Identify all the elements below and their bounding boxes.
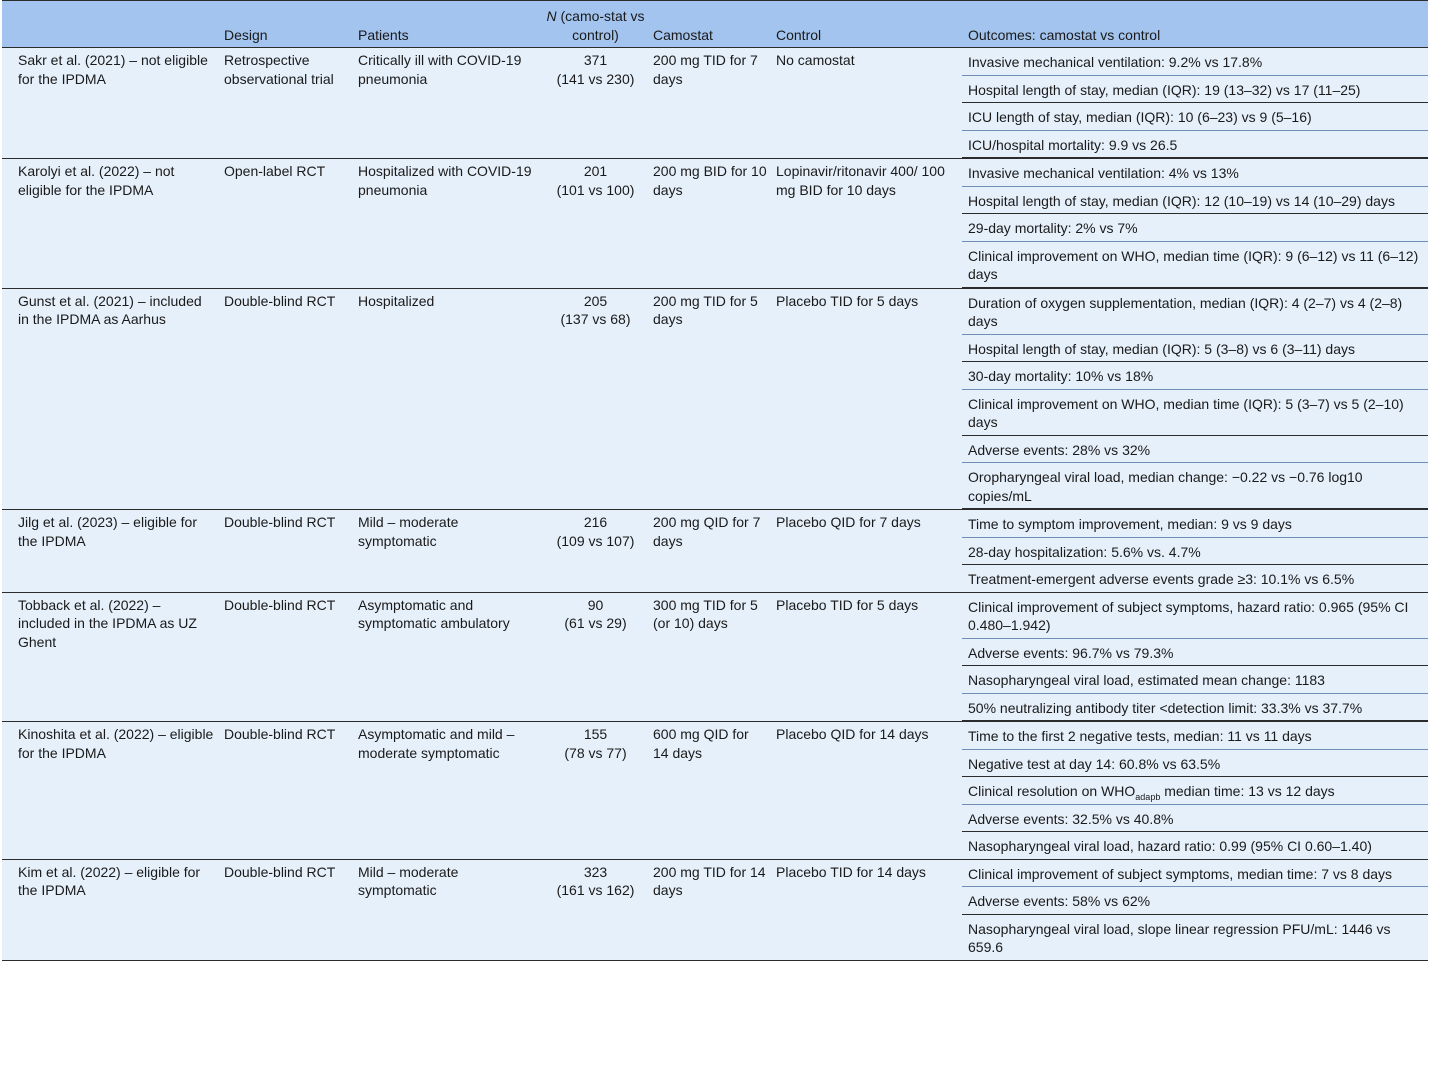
n-total: 205 <box>583 292 608 309</box>
outcome-text: Time to symptom improvement, median: 9 vs 9 days <box>968 516 1292 532</box>
patients-cell: Hospitalized with COVID-19 pneumonia <box>354 159 542 289</box>
header-outcomes: Outcomes: camostat vs control <box>962 1 1428 48</box>
outcome-item <box>962 187 1428 215</box>
outcome-text: Adverse events: 96.7% vs 79.3% <box>968 644 1174 661</box>
study-cell: Kim et al. (2022) – eligible for the IPDMA <box>2 859 220 960</box>
table-row <box>2 510 1428 593</box>
n-total: 371 <box>583 52 608 68</box>
outcome-text: Nasopharyngeal viral load, estimated mean change: 1183 <box>968 672 1325 688</box>
outcome-text: Nasopharyngeal viral load, hazard ratio: 0.99 (95% CI 0.60–1.40) <box>968 838 1372 854</box>
control-cell: No camostat <box>772 48 962 159</box>
outcome-item <box>962 289 1428 335</box>
n-split: (61 vs 29) <box>564 615 627 631</box>
design-cell: Retrospective observational trial <box>220 48 354 159</box>
outcome-item <box>962 463 1428 509</box>
outcome-text: Hospital length of stay, median (IQR): 12 (10–19) vs 14 (10–29) days <box>968 192 1395 209</box>
outcome-text: Oropharyngeal viral load, median change: −0.22 vs −0.76 log10 copies/mL <box>968 469 1363 504</box>
outcome-text: Hospital length of stay, median (IQR): 5 (3–8) vs 6 (3–11) days <box>968 340 1355 357</box>
header-study <box>2 1 220 48</box>
control-cell: Placebo TID for 14 days <box>772 859 962 960</box>
outcome-item <box>962 159 1428 187</box>
design-cell: Double-blind RCT <box>220 288 354 510</box>
outcome-item <box>962 666 1428 694</box>
outcome-item <box>962 832 1428 859</box>
table-row <box>2 288 1428 510</box>
outcome-text: 30-day mortality: 10% vs 18% <box>968 368 1154 384</box>
outcome-text: Clinical resolution on WHO <box>968 783 1136 799</box>
outcome-text: 29-day mortality: 2% vs 7% <box>968 220 1138 236</box>
camostat-cell: 200 mg QID for 7 days <box>649 510 772 593</box>
n-split: (141 vs 230) <box>556 70 635 87</box>
study-cell: Gunst et al. (2021) – included in the IPDMA as Aarhus <box>2 288 220 510</box>
n-total: 90 <box>587 596 604 613</box>
outcome-item <box>962 131 1428 159</box>
outcomes-list <box>962 593 1428 722</box>
header-design: Design <box>220 1 354 48</box>
who-subscript: adapb <box>1135 791 1161 802</box>
camostat-cell: 200 mg TID for 7 days <box>649 48 772 159</box>
patients-cell: Hospitalized <box>354 288 542 510</box>
camostat-cell: 200 mg TID for 5 days <box>649 288 772 510</box>
outcome-item <box>962 915 1428 960</box>
patients-cell: Asymptomatic and symptomatic ambulatory <box>354 592 542 722</box>
n-cell <box>542 288 649 510</box>
n-split: (109 vs 107) <box>556 532 635 549</box>
outcome-item <box>962 538 1428 566</box>
design-cell: Double-blind RCT <box>220 592 354 722</box>
study-cell: Kinoshita et al. (2022) – eligible for the IPDMA <box>2 722 220 860</box>
outcome-text: Adverse events: 28% vs 32% <box>968 441 1151 458</box>
control-cell: Lopinavir/ritonavir 400/ 100 mg BID for 10 days <box>772 159 962 289</box>
study-cell: Jilg et al. (2023) – eligible for the IPDMA <box>2 510 220 593</box>
outcome-item <box>962 722 1428 750</box>
outcome-text: 28-day hospitalization: 5.6% vs. 4.7% <box>968 543 1201 560</box>
control-cell: Placebo QID for 7 days <box>772 510 962 593</box>
table-row <box>2 859 1428 960</box>
control-cell: Placebo TID for 5 days <box>772 592 962 722</box>
outcome-item <box>962 510 1428 538</box>
table-row <box>2 48 1428 159</box>
outcome-item <box>962 48 1428 76</box>
outcome-text: Clinical improvement on WHO, median time (IQR): 5 (3–7) vs 5 (2–10) days <box>968 395 1404 430</box>
outcome-text: Clinical improvement of subject symptoms, median time: 7 vs 8 days <box>968 865 1393 882</box>
patients-cell: Mild – moderate symptomatic <box>354 859 542 960</box>
outcome-text: Nasopharyngeal viral load, slope linear regression PFU/mL: 1446 vs 659.6 <box>968 920 1391 955</box>
table-row <box>2 722 1428 860</box>
design-cell: Double-blind RCT <box>220 510 354 593</box>
camostat-cell: 200 mg TID for 14 days <box>649 859 772 960</box>
outcome-item <box>962 694 1428 722</box>
n-cell <box>542 48 649 159</box>
outcomes-cell <box>962 510 1428 593</box>
control-cell: Placebo QID for 14 days <box>772 722 962 860</box>
outcomes-cell <box>962 722 1428 860</box>
n-total: 201 <box>583 163 608 179</box>
n-split: (137 vs 68) <box>560 311 631 327</box>
outcome-text: Negative test at day 14: 60.8% vs 63.5% <box>968 755 1221 772</box>
n-cell <box>542 859 649 960</box>
patients-cell: Critically ill with COVID-19 pneumonia <box>354 48 542 159</box>
outcomes-list <box>962 159 1428 288</box>
outcome-item <box>962 103 1428 131</box>
table-body <box>2 48 1428 961</box>
study-cell: Karolyi et al. (2022) – not eligible for the IPDMA <box>2 159 220 289</box>
outcome-text: Time to the first 2 negative tests, median: 11 vs 11 days <box>968 728 1312 744</box>
header-n-italic: N <box>546 8 557 24</box>
outcomes-cell <box>962 288 1428 510</box>
outcomes-cell <box>962 592 1428 722</box>
n-split: (101 vs 100) <box>556 181 635 198</box>
outcome-item <box>962 593 1428 639</box>
outcome-item <box>962 76 1428 104</box>
outcome-text: 50% neutralizing antibody titer <detection limit: 33.3% vs 37.7% <box>968 699 1363 716</box>
outcome-item <box>962 805 1428 833</box>
n-total: 155 <box>583 726 608 742</box>
header-row <box>2 1 1428 48</box>
outcome-item <box>962 436 1428 464</box>
camostat-cell: 300 mg TID for 5 (or 10) days <box>649 592 772 722</box>
camostat-studies-table <box>2 0 1428 961</box>
outcome-item <box>962 214 1428 242</box>
header-control: Control <box>772 1 962 48</box>
header-camostat: Camostat <box>649 1 772 48</box>
outcome-item <box>962 242 1428 288</box>
outcome-item <box>962 639 1428 667</box>
n-split: (161 vs 162) <box>556 882 635 898</box>
outcome-text: Invasive mechanical ventilation: 4% vs 13% <box>968 165 1239 181</box>
control-cell: Placebo TID for 5 days <box>772 288 962 510</box>
table-row <box>2 592 1428 722</box>
outcome-item <box>962 860 1428 888</box>
outcomes-cell <box>962 159 1428 289</box>
outcome-text: ICU length of stay, median (IQR): 10 (6–23) vs 9 (5–16) <box>968 109 1312 125</box>
outcome-text: Adverse events: 58% vs 62% <box>968 893 1151 909</box>
outcome-text: Duration of oxygen supplementation, median (IQR): 4 (2–7) vs 4 (2–8) days <box>968 294 1403 329</box>
table-row <box>2 159 1428 289</box>
outcome-item <box>962 335 1428 363</box>
outcome-text: Adverse events: 32.5% vs 40.8% <box>968 810 1174 827</box>
study-cell: Tobback et al. (2022) – included in the IPDMA as UZ Ghent <box>2 592 220 722</box>
outcome-suffix: median time: 13 vs 12 days <box>1160 783 1335 799</box>
n-split: (78 vs 77) <box>564 744 627 761</box>
patients-cell: Mild – moderate symptomatic <box>354 510 542 593</box>
outcome-item <box>962 565 1428 592</box>
outcome-text: Treatment-emergent adverse events grade ≥3: 10.1% vs 6.5% <box>968 571 1355 587</box>
outcome-text: Clinical improvement of subject symptoms, hazard ratio: 0.965 (95% CI 0.480–1.942) <box>968 598 1409 633</box>
outcome-text: Invasive mechanical ventilation: 9.2% vs 17.8% <box>968 54 1263 70</box>
header-n <box>542 1 649 48</box>
header-patients: Patients <box>354 1 542 48</box>
header-n-rest: (camo-stat vs control) <box>556 8 645 43</box>
outcome-item <box>962 750 1428 778</box>
n-cell <box>542 592 649 722</box>
camostat-cell: 200 mg BID for 10 days <box>649 159 772 289</box>
design-cell: Double-blind RCT <box>220 859 354 960</box>
n-total: 323 <box>583 863 608 880</box>
outcomes-list <box>962 289 1428 510</box>
design-cell: Open-label RCT <box>220 159 354 289</box>
design-cell: Double-blind RCT <box>220 722 354 860</box>
outcome-item <box>962 362 1428 390</box>
outcome-item <box>962 887 1428 915</box>
outcome-text: Clinical improvement on WHO, median time (IQR): 9 (6–12) vs 11 (6–12) days <box>968 247 1419 282</box>
outcomes-cell <box>962 859 1428 960</box>
n-cell <box>542 510 649 593</box>
outcomes-list <box>962 860 1428 960</box>
outcomes-list <box>962 48 1428 158</box>
n-cell <box>542 159 649 289</box>
n-cell <box>542 722 649 860</box>
outcome-item <box>962 390 1428 436</box>
outcome-text: ICU/hospital mortality: 9.9 vs 26.5 <box>968 136 1178 153</box>
outcome-text: Hospital length of stay, median (IQR): 19 (13–32) vs 17 (11–25) <box>968 81 1361 98</box>
study-cell: Sakr et al. (2021) – not eligible for the IPDMA <box>2 48 220 159</box>
outcomes-list <box>962 510 1428 592</box>
outcome-item <box>962 777 1428 805</box>
n-total: 216 <box>583 514 608 530</box>
patients-cell: Asymptomatic and mild – moderate symptomatic <box>354 722 542 860</box>
outcomes-cell <box>962 48 1428 159</box>
camostat-cell: 600 mg QID for 14 days <box>649 722 772 860</box>
outcomes-list <box>962 722 1428 859</box>
